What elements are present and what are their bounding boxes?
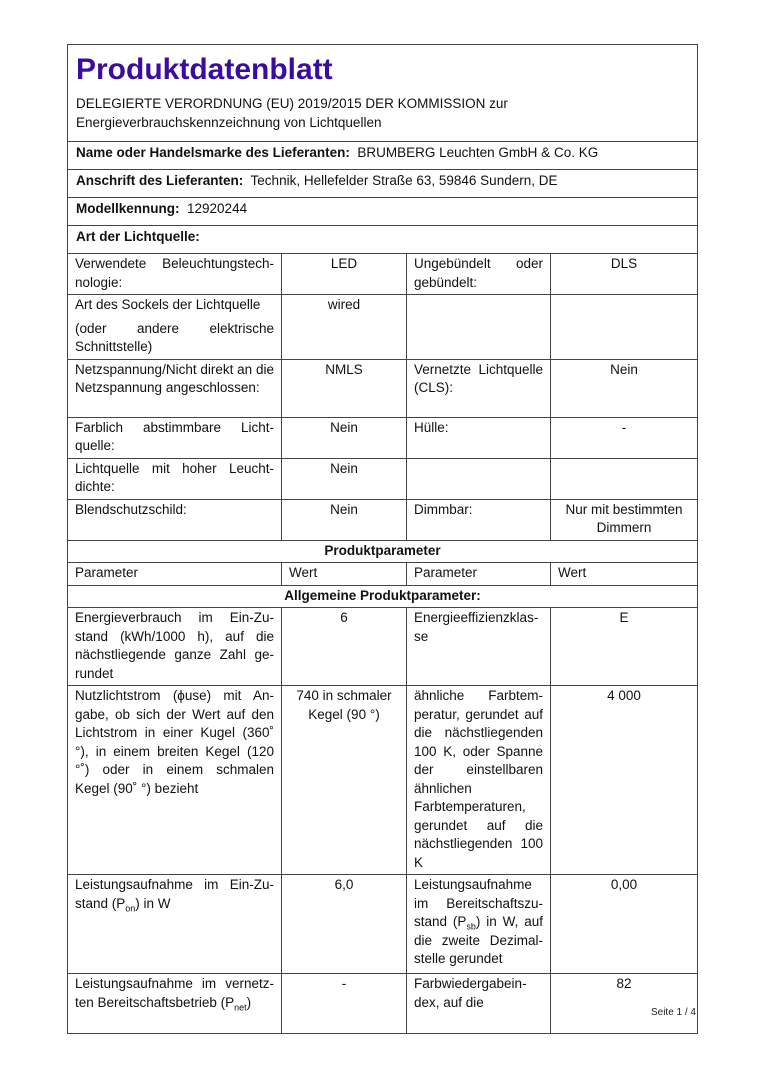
- light-source-type-heading: Art der Lichtquelle:: [68, 226, 698, 254]
- param-label: Blendschutzschild:: [68, 499, 282, 540]
- param-value: 4 000: [551, 686, 698, 875]
- supplier-name-label: Name oder Handelsmarke des Lieferanten:: [76, 145, 350, 160]
- supplier-address-value: Technik, Hellefelder Straße 63, 59846 Sundern, DE: [250, 173, 558, 188]
- param-value: E: [551, 608, 698, 686]
- header-cell: [68, 45, 698, 142]
- page-number: Seite 1 / 4: [650, 1007, 696, 1018]
- supplier-name-row: [68, 142, 698, 170]
- supplier-address-row: [68, 170, 698, 198]
- param-value: wired: [282, 295, 407, 360]
- param-value: Nein: [282, 458, 407, 499]
- param-label: Leistungsaufnahme im Ein-Zustand $(P_{on})$ in W: [68, 875, 282, 974]
- col-header: Parameter: [68, 563, 282, 586]
- supplier-name-value: BRUMBERG Leuchten GmbH & Co. KG: [357, 145, 599, 160]
- param-label: Vernetzte Lichtquelle (CLS):: [407, 359, 551, 417]
- param-value: [551, 295, 698, 360]
- param-value: [551, 458, 698, 499]
- param-label: Leistungsaufnahme im Bereitschaftszustand $(P_{sb})$ in W, auf die zweite Dezimalstelle gerundet: [407, 875, 551, 974]
- param-value: NMLS: [282, 359, 407, 417]
- param-label: Energieverbrauch im Ein-Zustand (kWh/1000 h), auf die nächstliegende ganze Zahl gerundet: [68, 608, 282, 686]
- model-value: 12920244: [187, 201, 248, 216]
- param-label: Verwendete Beleuchtungstechnologie:: [68, 254, 282, 295]
- param-value: 82: [551, 974, 698, 1034]
- param-label: ähnliche Farbtemperatur, gerundet auf die nächstliegenden 100 K, oder Spanne der einstellbaren ähnlichen Farbtemperaturen, gerundet auf die nächstliegenden 100 K: [407, 686, 551, 875]
- param-value: Nein: [282, 499, 407, 540]
- param-value: -: [282, 974, 407, 1034]
- param-value: -: [551, 417, 698, 458]
- param-value: LED: [282, 254, 407, 295]
- param-value: 740 in schmaler Kegel (90 °): [282, 686, 407, 875]
- param-label: Art des Sockels der Lichtquelle (oder andere elektrische Schnittstelle): [68, 295, 282, 360]
- param-label: Lichtquelle mit hoher Leuchtdichte:: [68, 458, 282, 499]
- supplier-address-label: Anschrift des Lieferanten:: [76, 173, 244, 188]
- general-params-heading: Allgemeine Produktparameter:: [68, 585, 698, 608]
- param-value: 0,00: [551, 875, 698, 974]
- page-title: Produktdatenblatt: [76, 53, 333, 86]
- param-label: Farbwiedergabeindex, auf die: [407, 974, 551, 1034]
- param-value: 6,0: [282, 875, 407, 974]
- param-value: Nur mit bestimmten Dimmern: [551, 499, 698, 540]
- param-label: Ungebündelt oder gebündelt:: [407, 254, 551, 295]
- param-label: Hülle:: [407, 417, 551, 458]
- param-value: DLS: [551, 254, 698, 295]
- param-label: [407, 295, 551, 360]
- param-label: Energieeffizienzklasse: [407, 608, 551, 686]
- param-value: Nein: [282, 417, 407, 458]
- product-params-heading: Produktparameter: [68, 540, 698, 563]
- col-header: Parameter: [407, 563, 551, 586]
- col-header: Wert: [282, 563, 407, 586]
- param-label: Dimmbar:: [407, 499, 551, 540]
- param-label: Farblich abstimmbare Lichtquelle:: [68, 417, 282, 458]
- param-label: Nutzlichtstrom (ϕuse) mit Angabe, ob sich der Wert auf den Lichtstrom in einer Kugel (360˚ °), in einem breiten Kegel (120 °˚) oder in einem schmalen Kegel (90˚ °) bezieht: [68, 686, 282, 875]
- col-header: Wert: [551, 563, 698, 586]
- model-label: Modellkennung:: [76, 201, 180, 216]
- param-label: Netzspannung/Nicht direkt an die Netzspannung angeschlossen:: [68, 359, 282, 417]
- param-value: Nein: [551, 359, 698, 417]
- regulation-text: DELEGIERTE VERORDNUNG (EU) 2019/2015 DER KOMMISSION zur Energieverbrauchskennzeichnung von Lichtquellen: [76, 96, 508, 130]
- datasheet-table: [67, 44, 698, 1034]
- model-row: [68, 198, 698, 226]
- param-label: Leistungsaufnahme im vernetzten Bereitschaftsbetrieb $(P_{net})$: [68, 974, 282, 1034]
- param-label: [407, 458, 551, 499]
- param-value: 6: [282, 608, 407, 686]
